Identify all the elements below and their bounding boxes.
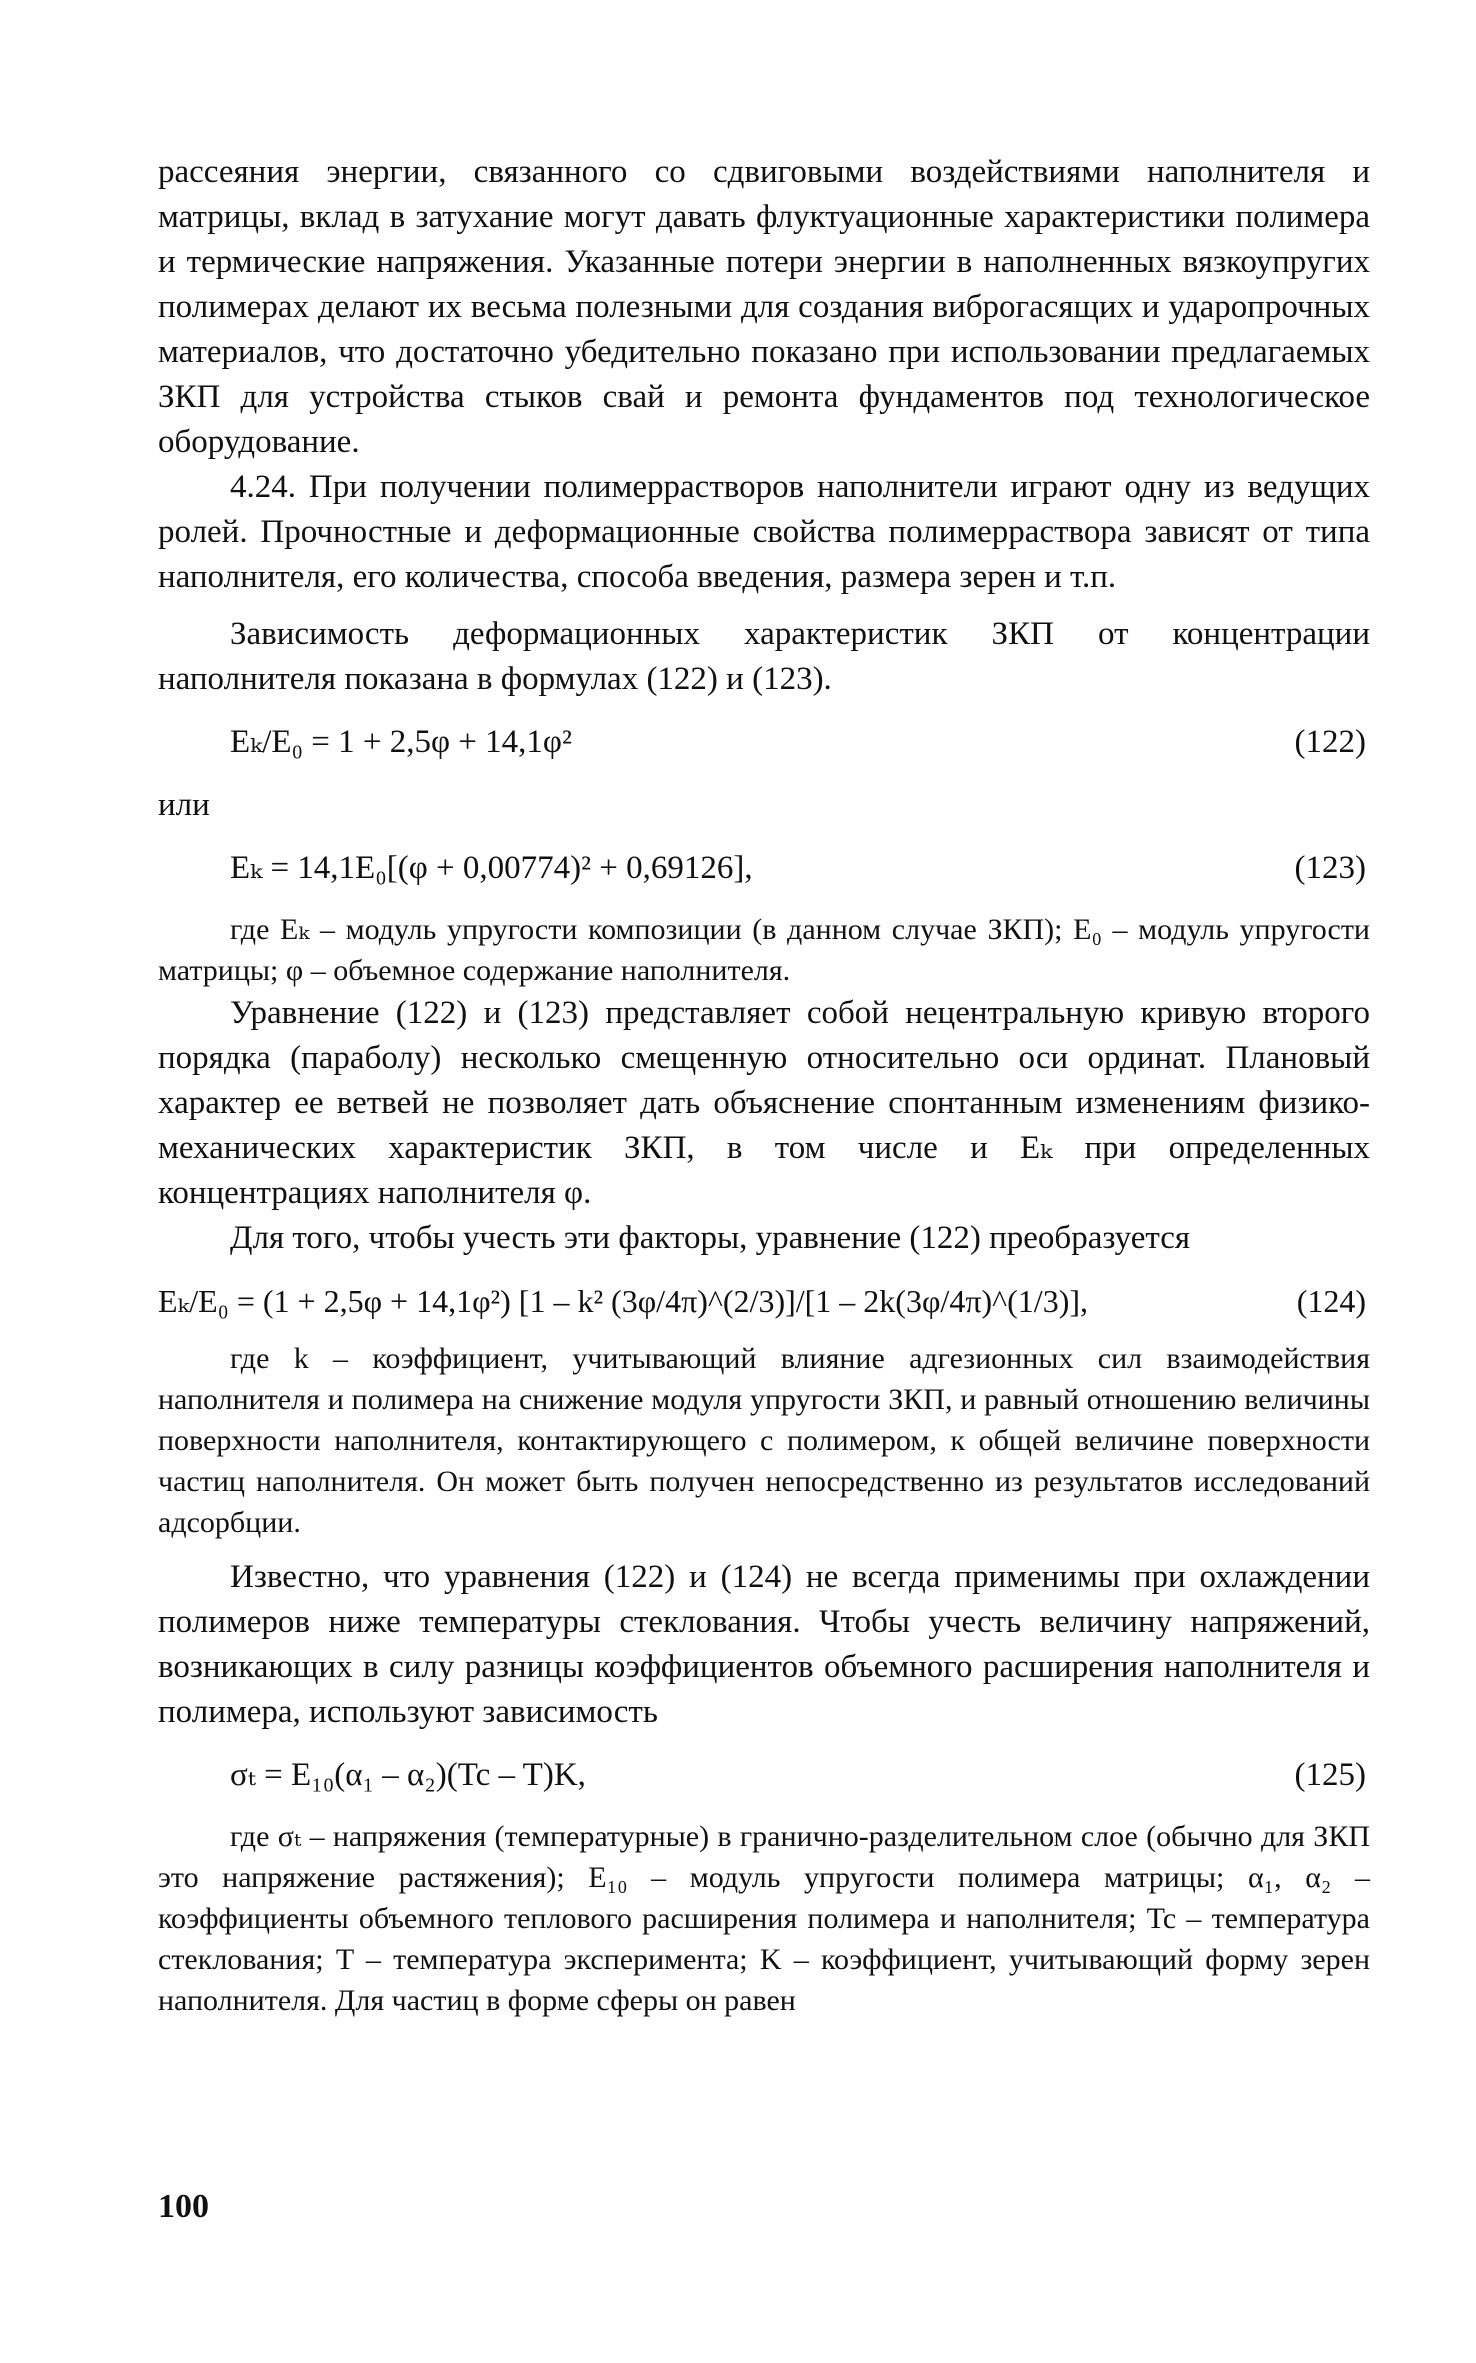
formula-122-number: (122) [1294,724,1366,760]
formula-122-expression: Eₖ/E₀ = 1 + 2,5φ + 14,1φ² [230,724,572,760]
document-page [158,150,1370,2021]
formula-125-expression: σₜ = E₁₀(α₁ – α₂)(Tc – T)K, [230,1757,586,1793]
formula-122 [158,720,1370,765]
formula-124-expression: Eₖ/E₀ = (1 + 2,5φ + 14,1φ²) [1 – k² (3φ/4π)^(2/3)]/[1 – 2k(3φ/4π)^(1/3)], [158,1283,1088,1319]
paragraph-transform: Для того, чтобы учесть эти факторы, уравнение (122) преобразуется [230,1220,1191,1256]
formula-123-expression: Eₖ = 14,1E₀[(φ + 0,00774)² + 0,69126], [230,850,753,886]
paragraph-definitions-124: где k – коэффициент, учитывающий влияние адгезионных сил взаимодействия наполнителя и полимера на снижение модуля упругости ЗКП, и равный отношению величины поверхности наполнителя, контактирующего с полимером, к общей величине поверхности частиц наполнителя. Он может быть получен непосредственно из результатов исследований адсорбции. [158,1342,1370,1539]
paragraph-dependence: Зависимость деформационных характеристик ЗКП от концентрации наполнителя показана в формулах (122) и (123). [158,616,1370,697]
paragraph-1: рассеяния энергии, связанного со сдвиговыми воздействиями наполнителя и матрицы, вклад в затухание могут давать флуктуационные характеристики полимера и термические напряжения. Указанные потери энергии в наполненных вязкоупругих полимерах делают их весьма полезными для создания виброгасящих и ударопрочных материалов, что достаточно убедительно показано при использовании предлагаемых ЗКП для устройства стыков свай и ремонта фундаментов под технологическое оборудование. [158,154,1370,460]
formula-123-number: (123) [1294,850,1366,886]
paragraph-4-24: 4.24. При получении полимеррастворов наполнители играют одну из ведущих ролей. Прочностные и деформационные свойства полимерраствора зависят от типа наполнителя, его количества, способа введения, размера зерен и т.п. [158,469,1370,595]
paragraph-definitions-123: где Eₖ – модуль упругости композиции (в данном случае ЗКП); E₀ – модуль упругости матрицы; φ – объемное содержание наполнителя. [158,913,1370,987]
formula-124 [158,1279,1370,1324]
paragraph-cooling: Известно, что уравнения (122) и (124) не всегда применимы при охлаждении полимеров ниже температуры стеклования. Чтобы учесть величину напряжений, возникающих в силу разницы коэффициентов объемного расширения наполнителя и полимера, используют зависимость [158,1559,1370,1730]
paragraph-definitions-125: где σₜ – напряжения (температурные) в гранично-разделительном слое (обычно для ЗКП это напряжение растяжения); E₁₀ – модуль упругости полимера матрицы; α₁, α₂ – коэффициенты объемного теплового расширения полимера и наполнителя; Tc – температура стеклования; T – температура эксперимента; K – коэффициент, учитывающий форму зерен наполнителя. Для частиц в форме сферы он равен [158,1820,1370,2017]
formula-125 [158,1753,1370,1798]
or-label: или [158,787,210,823]
page-number: 100 [158,2188,209,2225]
formula-124-number: (124) [1296,1283,1366,1319]
formula-123 [158,846,1370,891]
formula-125-number: (125) [1294,1757,1366,1793]
paragraph-parabola: Уравнение (122) и (123) представляет собой нецентральную кривую второго порядка (параболу) несколько смещенную относительно оси ординат. Плановый характер ее ветвей не позволяет дать объяснение спонтанным изменениям физико-механических характеристик ЗКП, в том числе и Eₖ при определенных концентрациях наполнителя φ. [158,995,1370,1211]
